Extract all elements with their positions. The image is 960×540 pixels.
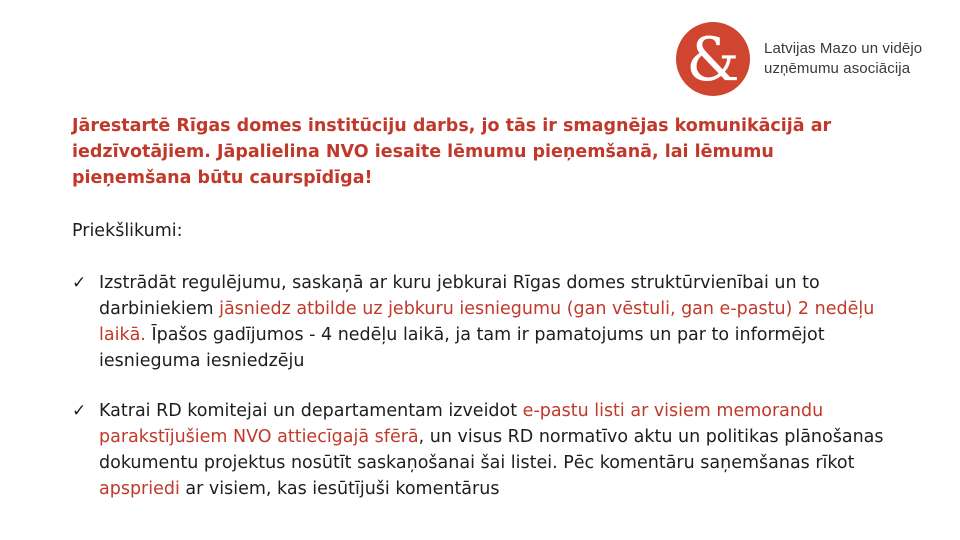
- proposal-1-highlight: jāsniedz atbilde uz jebkuru iesniegumu (gan vēstuli, gan e-pastu) 2 nedēļu laikā.: [99, 299, 875, 345]
- checkmark-icon: ✓: [72, 401, 87, 421]
- checkmark-icon: ✓: [72, 273, 87, 293]
- logo-line-1: Latvijas Mazo un vidējo: [764, 40, 923, 57]
- proposals-label: Priekšlikumi:: [72, 221, 183, 241]
- ampersand-logo-icon: [676, 22, 750, 96]
- proposal-text-2: [99, 398, 892, 502]
- proposal-2-part-2: , un visus RD normatīvo aktu un politikas plānošanas dokumentu projektus nosūtīt saskaņošanai šai listei. Pēc komentāru saņemšanas rīkot: [99, 427, 884, 473]
- headline: Jārestartē Rīgas domes institūciju darbs, jo tās ir smagnējas komunikācijā ar iedzīvotājiem. Jāpalielina NVO iesaite lēmumu pieņemšanā, lai lēmumu pieņemšana būtu caurspīdīga!: [72, 116, 832, 188]
- proposal-1-part-1: Izstrādāt regulējumu, saskaņā ar kuru jebkurai Rīgas domes struktūrvienībai un to darbiniekiem: [99, 273, 820, 319]
- svg-text:&: &: [686, 25, 740, 95]
- proposal-item-2: [72, 398, 892, 502]
- logo-line-2: uzņēmumu asociācija: [764, 60, 911, 77]
- proposal-2-highlight-2: apspriedi: [99, 479, 180, 499]
- proposal-item-1: [72, 270, 892, 374]
- proposal-text-1: [99, 270, 892, 374]
- proposal-2-part-3: ar visiem, kas iesūtījuši komentārus: [179, 479, 500, 499]
- proposal-1-part-2: Īpašos gadījumos - 4 nedēļu laikā, ja tam ir pamatojums un par to informējot iesnieguma iesniedzēju: [99, 325, 825, 371]
- logo-text: [764, 39, 922, 79]
- proposal-2-part-1: Katrai RD komitejai un departamentam izveidot: [99, 401, 523, 421]
- organization-logo: [676, 22, 922, 96]
- proposal-2-highlight-1: e-pastu listi ar visiem memorandu parakstījušiem NVO attiecīgajā sfērā: [99, 401, 824, 447]
